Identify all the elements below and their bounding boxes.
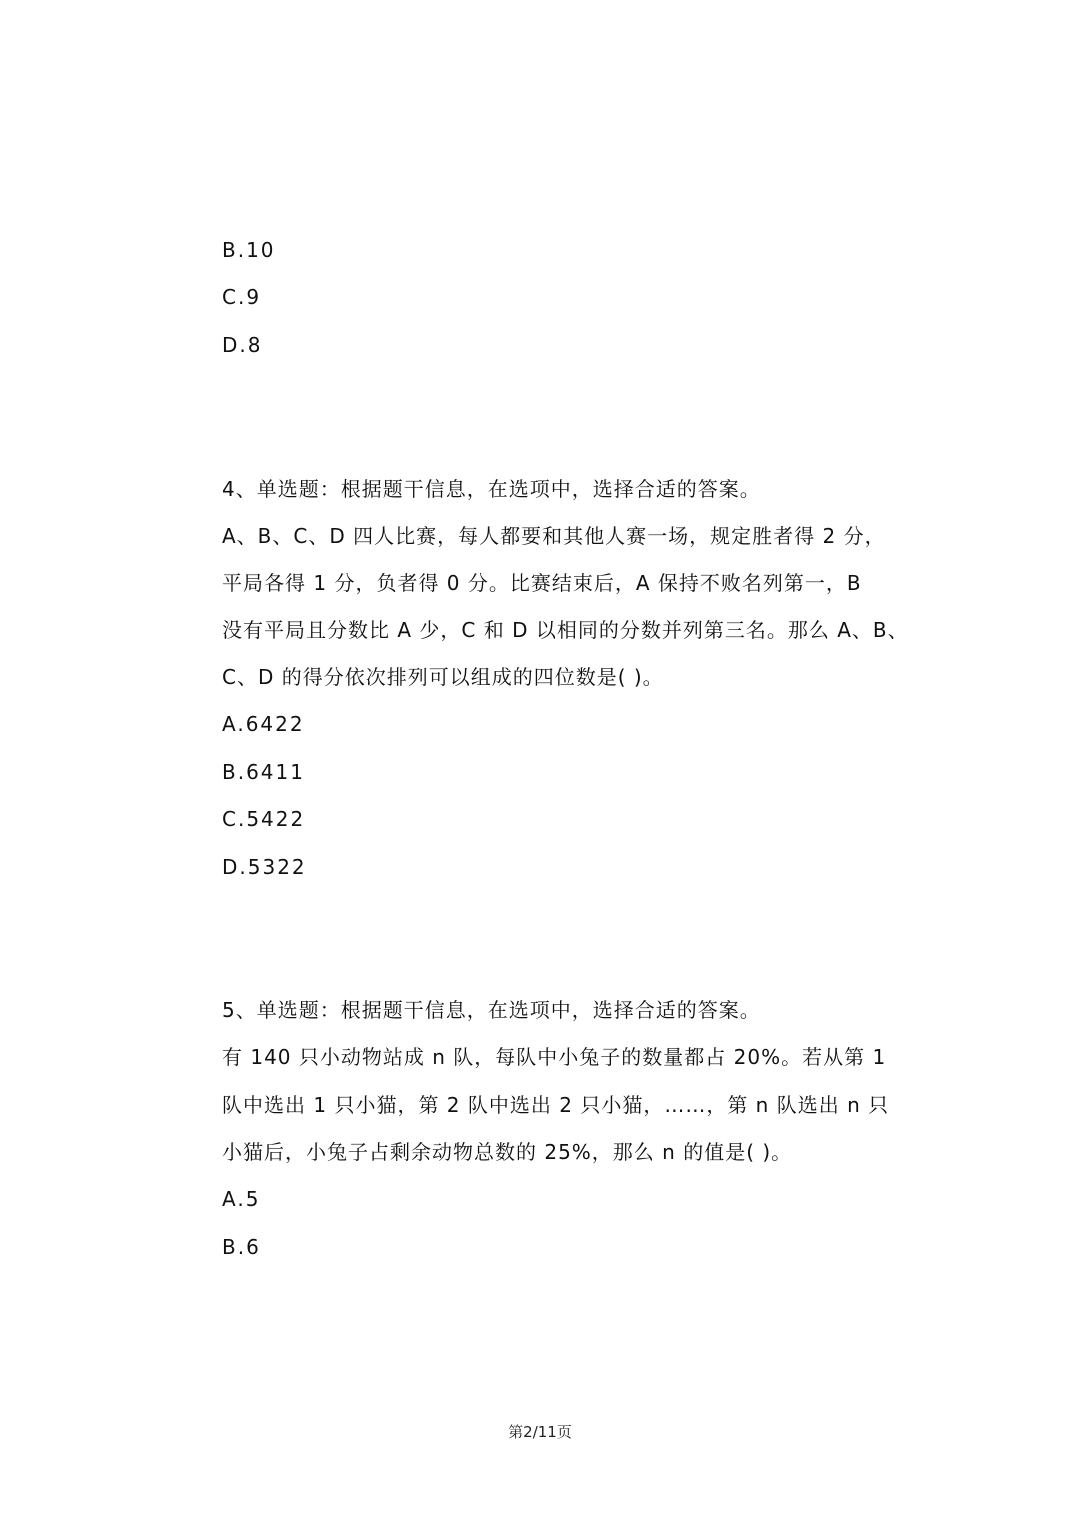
page-number: 第2/11页: [508, 1423, 572, 1441]
question-4-option-b: B.6411: [222, 760, 305, 784]
question-4-option-a: A.6422: [222, 712, 305, 736]
question-5-body-line: 队中选出 1 只小猫，第 2 队中选出 2 只小猫，……，第 n 队选出 n 只: [222, 1093, 890, 1117]
question-4-option-c: C.5422: [222, 807, 306, 831]
question-4-header: 4、单选题：根据题干信息，在选项中，选择合适的答案。: [222, 477, 761, 501]
question-5-option-a: A.5: [222, 1187, 261, 1211]
question-5-option-b: B.6: [222, 1235, 261, 1259]
question-5-body-line: 有 140 只小动物站成 n 队，每队中小兔子的数量都占 20%。若从第 1: [222, 1045, 887, 1069]
question-5-header: 5、单选题：根据题干信息，在选项中，选择合适的答案。: [222, 998, 761, 1022]
option-d-prev: D.8: [222, 333, 263, 357]
question-5-body-line: 小猫后，小兔子占剩余动物总数的 25%，那么 n 的值是( )。: [222, 1140, 793, 1164]
question-4-option-d: D.5322: [222, 855, 307, 879]
question-4-body-line: C、D 的得分依次排列可以组成的四位数是( )。: [222, 665, 664, 689]
question-4-body-line: A、B、C、D 四人比赛，每人都要和其他人赛一场，规定胜者得 2 分，: [222, 524, 886, 548]
option-c-prev: C.9: [222, 285, 262, 309]
question-4-body-line: 没有平局且分数比 A 少，C 和 D 以相同的分数并列第三名。那么 A、B、: [222, 618, 909, 642]
option-b-prev: B.10: [222, 238, 276, 262]
question-4-body-line: 平局各得 1 分，负者得 0 分。比赛结束后，A 保持不败名列第一，B: [222, 571, 862, 595]
